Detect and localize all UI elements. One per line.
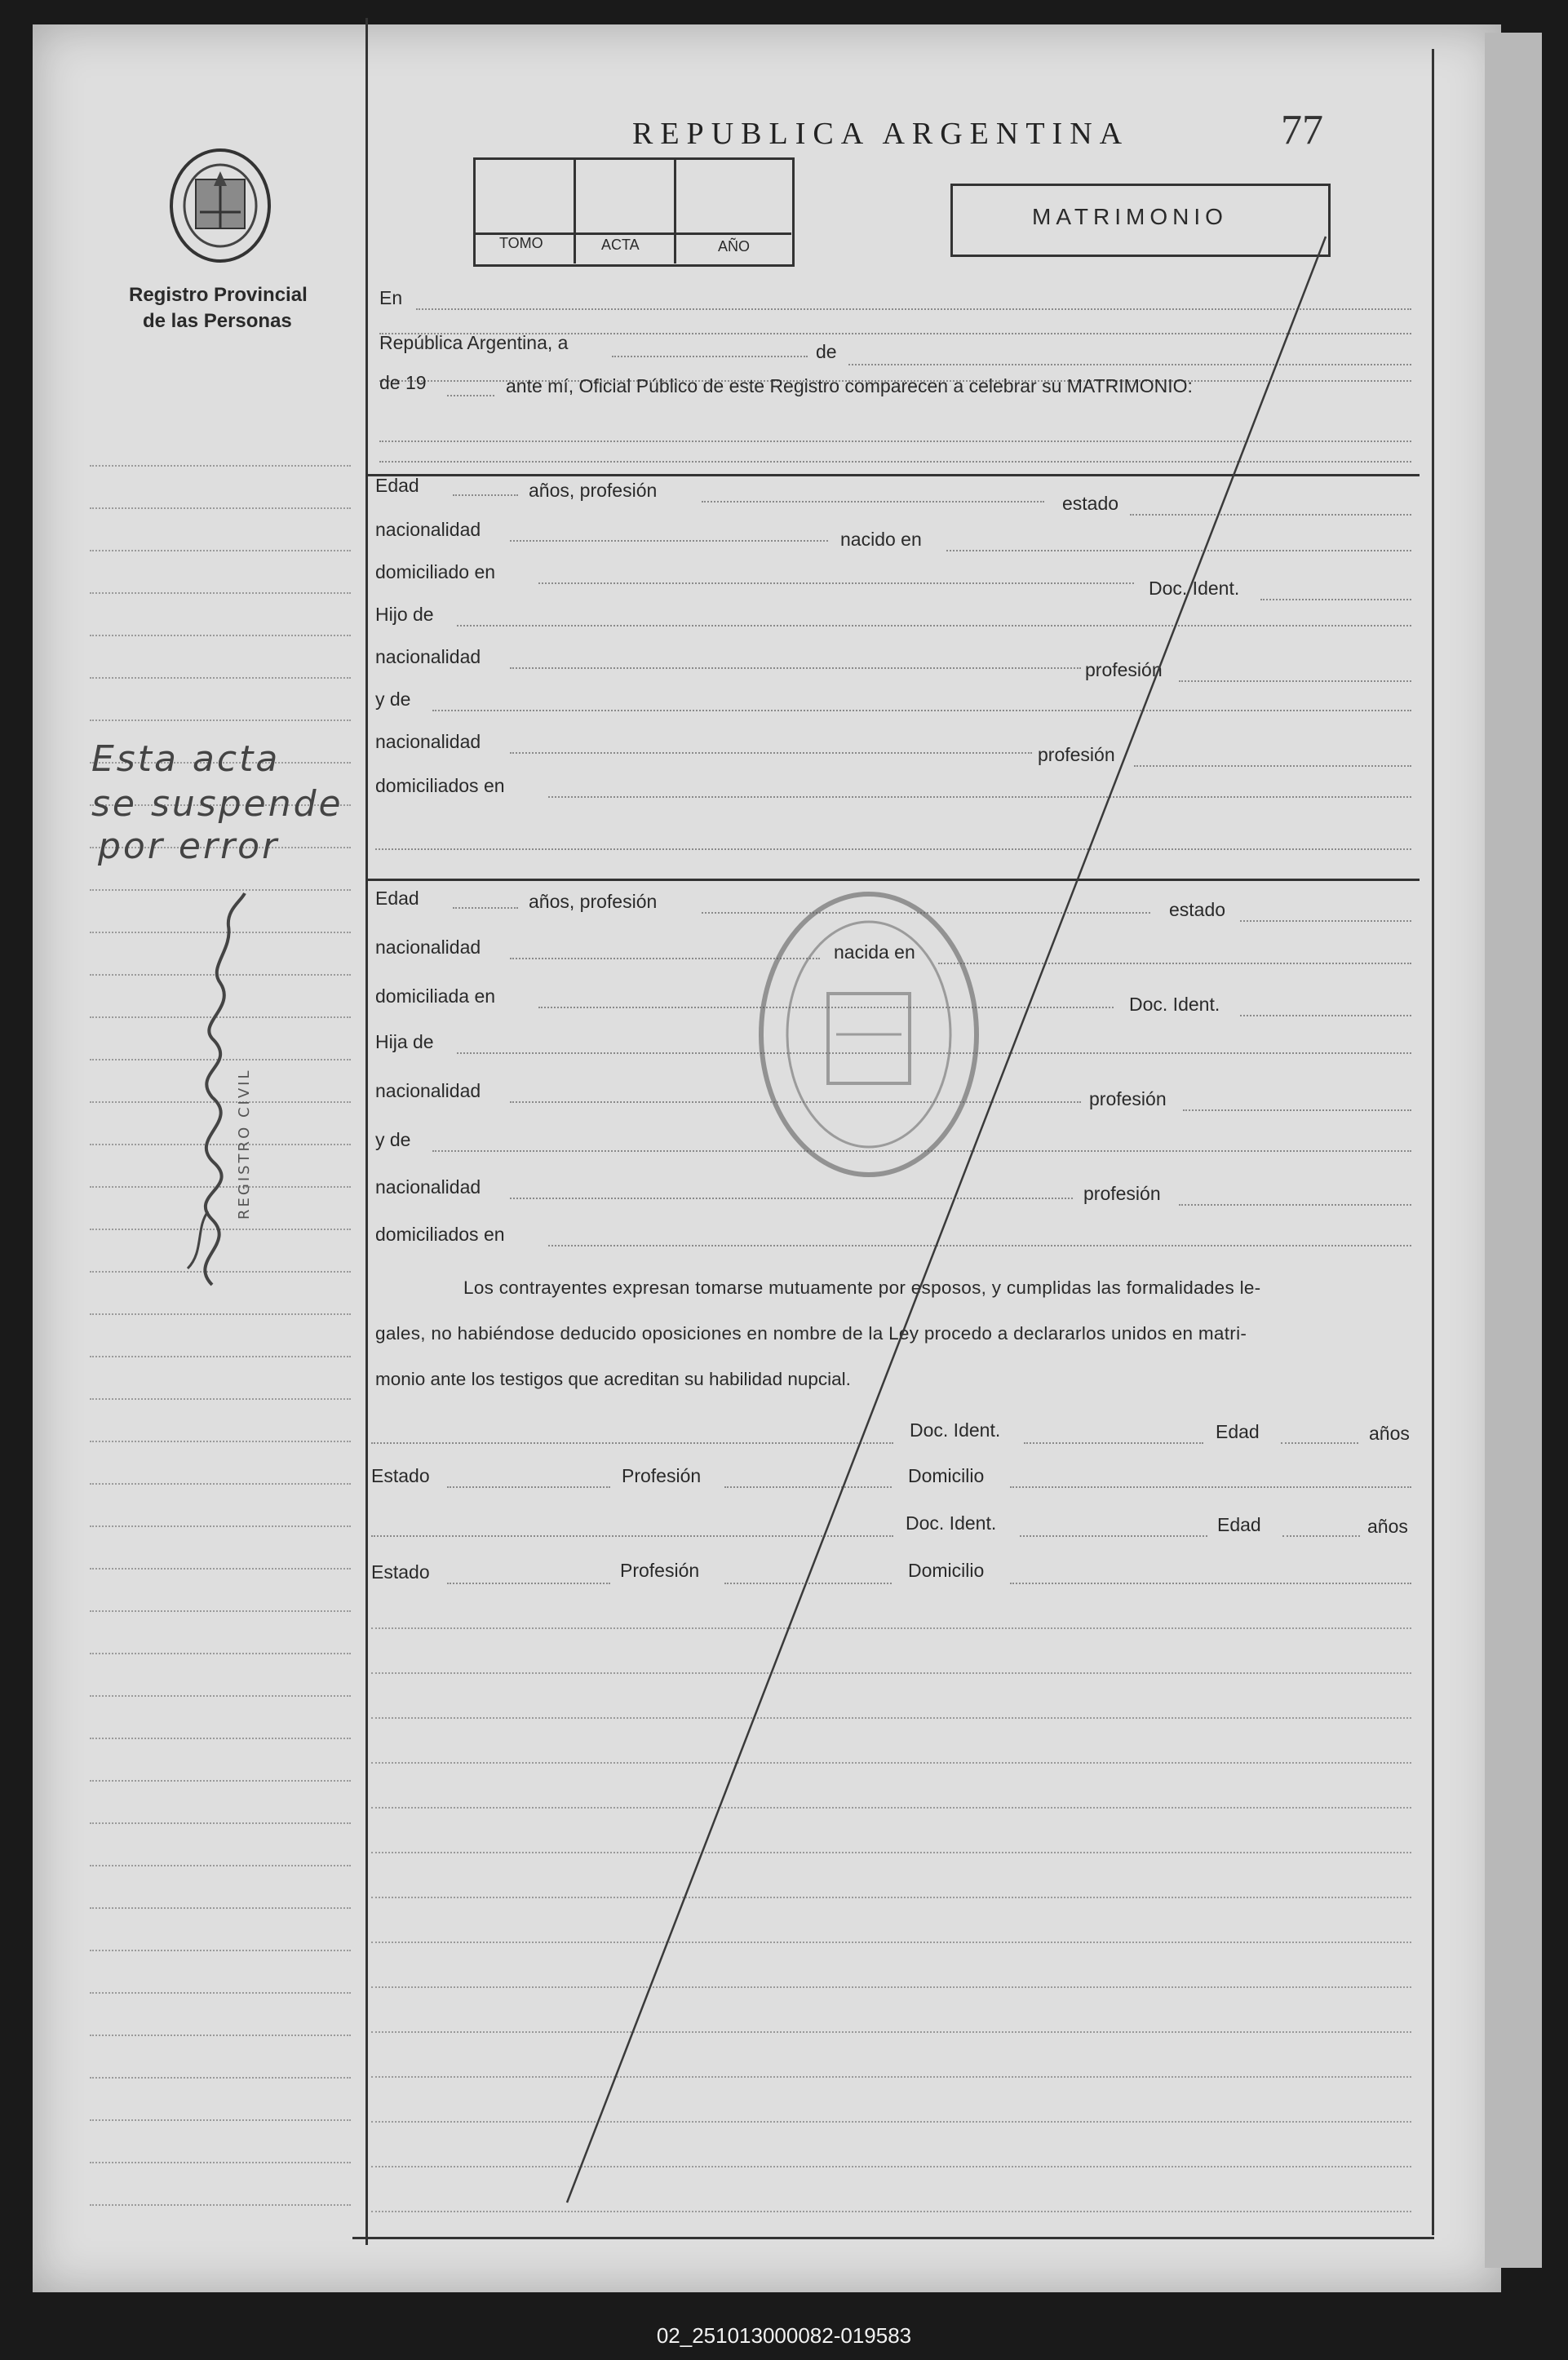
bride-nac3: nacionalidad [375, 1176, 481, 1198]
tomo-label: TOMO [499, 235, 543, 251]
groom-doc: Doc. Ident. [1149, 578, 1240, 599]
witness2-profesion: Profesión [620, 1560, 700, 1581]
bride-nacida: nacida en [834, 941, 915, 963]
witness2-estado: Estado [371, 1561, 430, 1583]
org-name-line2: de las Personas [143, 310, 292, 332]
intro-ante: ante mí, Oficial Público de este Registro comparecen a celebrar su MATRIMONIO: [506, 375, 1193, 396]
groom-nacionalidad: nacionalidad [375, 519, 481, 540]
margin-note-line2: se suspende [91, 783, 343, 825]
declaration-line3: monio ante los testigos que acreditan su habilidad nupcial. [375, 1369, 851, 1389]
bride-edad: Edad [375, 888, 419, 909]
org-name-line1: Registro Provincial [129, 284, 308, 306]
witness1-profesion: Profesión [622, 1465, 702, 1486]
act-type-label: MATRIMONIO [1032, 204, 1228, 229]
witness1-doc: Doc. Ident. [910, 1419, 1001, 1441]
groom-edad: Edad [375, 475, 419, 496]
groom-nacido: nacido en [840, 529, 922, 550]
bride-prof3: profesión [1083, 1183, 1161, 1204]
groom-domiciliados: domiciliados en [375, 775, 505, 796]
margin-note-line1: Esta acta [91, 738, 281, 780]
acta-label: ACTA [601, 237, 640, 253]
groom-prof2: profesión [1085, 659, 1163, 680]
bride-prof2: profesión [1089, 1088, 1167, 1109]
page-number: 77 [1281, 107, 1323, 153]
declaration-line1: Los contrayentes expresan tomarse mutuamente por esposos, y cumplidas las formalidades le- [463, 1277, 1261, 1298]
bride-domiciliados: domiciliados en [375, 1224, 505, 1245]
witness2-anos: años [1367, 1516, 1408, 1537]
intro-de19: de 19 [379, 372, 427, 393]
witness1-edad: Edad [1216, 1421, 1260, 1442]
groom-domiciliado: domiciliado en [375, 561, 496, 582]
document-title: REPUBLICA ARGENTINA [632, 117, 1130, 151]
groom-nac2: nacionalidad [375, 646, 481, 667]
groom-anos-prof: años, profesión [529, 480, 658, 501]
bride-domiciliada: domiciliada en [375, 985, 496, 1007]
bride-nacionalidad: nacionalidad [375, 936, 481, 958]
witness1-domicilio: Domicilio [908, 1465, 985, 1486]
footer-identifier: 02_251013000082-019583 [656, 2323, 912, 2348]
witness1-estado: Estado [371, 1465, 430, 1486]
ano-label: AÑO [718, 238, 751, 255]
groom-hijo: Hijo de [375, 604, 434, 625]
groom-nac3: nacionalidad [375, 731, 481, 752]
intro-republica: República Argentina, a [379, 332, 569, 353]
intro-de: de [816, 341, 837, 362]
bride-yde: y de [375, 1129, 411, 1150]
margin-note-line3: por error [98, 826, 280, 867]
witness2-edad: Edad [1217, 1514, 1261, 1535]
bride-nac2: nacionalidad [375, 1080, 481, 1101]
witness2-domicilio: Domicilio [908, 1560, 985, 1581]
intro-en: En [379, 287, 403, 308]
groom-prof3: profesión [1038, 744, 1115, 765]
bride-anos-prof: años, profesión [529, 891, 658, 912]
witness2-doc: Doc. Ident. [906, 1512, 997, 1534]
bride-hija: Hija de [375, 1031, 434, 1052]
bride-doc: Doc. Ident. [1129, 994, 1220, 1015]
bride-estado: estado [1169, 899, 1226, 920]
witness1-anos: años [1369, 1423, 1410, 1444]
declaration-line2: gales, no habiéndose deducido oposiciones en nombre de la Ley procedo a declararlos unidos en matri- [375, 1323, 1247, 1344]
svg-text:REGISTRO CIVIL: REGISTRO CIVIL [236, 1068, 253, 1220]
groom-yde: y de [375, 689, 411, 710]
groom-estado: estado [1062, 493, 1119, 514]
